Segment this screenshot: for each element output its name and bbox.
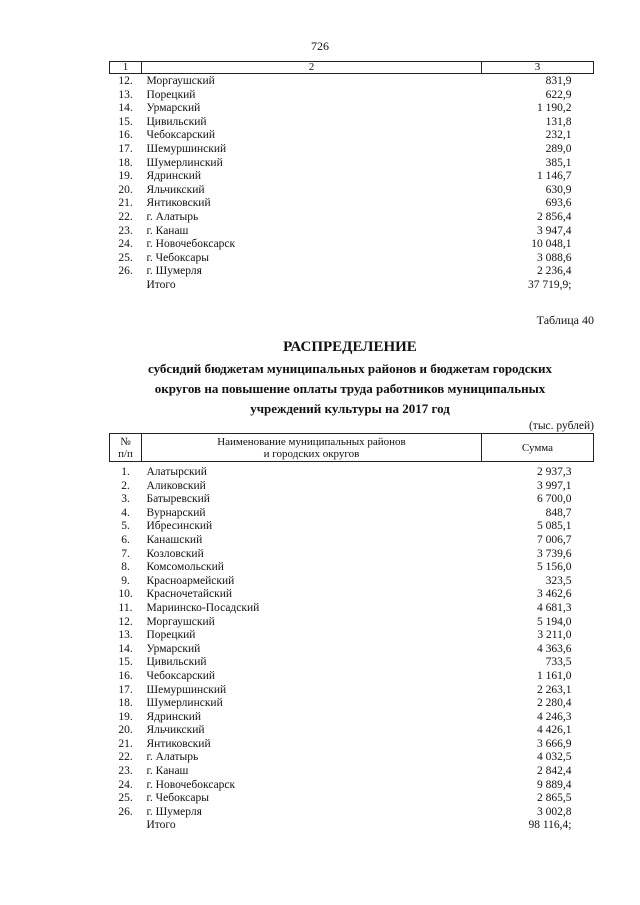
row-name: Шемуршинский	[146, 142, 227, 155]
header-name-line: и городских округов	[263, 447, 360, 460]
column-index-2: 2	[142, 62, 482, 74]
distribution-table-body	[110, 462, 594, 834]
row-name: Аликовский	[146, 479, 206, 492]
row-value: 323,5	[545, 574, 572, 587]
subheading-line: округов на повышение оплаты труда работников муниципальных	[154, 381, 546, 396]
row-name: Батыревский	[146, 493, 210, 506]
row-name: Ибресинский	[146, 520, 213, 533]
row-name: г. Чебоксары	[146, 251, 209, 264]
table-row	[110, 779, 594, 793]
row-name: Алатырский	[146, 466, 207, 478]
row-number: 19.	[118, 170, 133, 183]
row-name: Яльчикский	[146, 724, 205, 737]
row-name: Ядринский	[146, 710, 202, 723]
row-name: Моргаушский	[146, 75, 215, 87]
row-name: г. Новочебоксарск	[146, 238, 236, 251]
header-number-line: №	[120, 435, 131, 448]
row-value: 4 032,5	[537, 751, 572, 764]
row-value: 6 700,0	[537, 493, 572, 506]
row-name: Вурнарский	[146, 506, 206, 519]
row-number: 5.	[121, 520, 130, 533]
table-row	[110, 520, 594, 534]
row-value: 2 236,4	[537, 265, 572, 278]
table-row	[110, 279, 594, 293]
header-name-line: Наименование муниципальных районов	[217, 435, 406, 448]
row-value: 7 006,7	[537, 533, 572, 546]
row-number: 13.	[118, 88, 133, 101]
column-index-3: 3	[482, 62, 594, 74]
row-value: 2 856,4	[537, 210, 572, 223]
row-number: 16.	[118, 669, 133, 682]
row-value: 1 161,0	[537, 669, 572, 682]
row-value: 385,1	[545, 156, 572, 169]
row-number: 14.	[118, 102, 133, 115]
row-value: 4 246,3	[537, 710, 572, 723]
row-name: г. Шумерля	[146, 805, 202, 818]
table-row	[110, 116, 594, 130]
table-row	[110, 225, 594, 239]
subheading-line: учреждений культуры на 2017 год	[250, 401, 450, 416]
row-value: 693,6	[545, 197, 572, 210]
table-row	[110, 170, 594, 184]
row-number: 21.	[118, 737, 133, 750]
table-row	[110, 806, 594, 820]
table-row	[110, 102, 594, 116]
continued-table-body	[110, 74, 594, 293]
row-value: 3 462,6	[537, 588, 572, 601]
row-value: 3 739,6	[537, 547, 572, 560]
row-name: Яльчикский	[146, 183, 205, 196]
continued-table	[109, 61, 594, 293]
row-value: 3 002,8	[537, 805, 572, 818]
table-row	[110, 238, 594, 252]
row-number: 17.	[118, 683, 133, 696]
row-name: Козловский	[146, 547, 204, 560]
row-value: 232,1	[545, 129, 572, 142]
row-value: 1 190,2	[537, 102, 572, 115]
table-row	[110, 751, 594, 765]
table-row	[110, 656, 594, 670]
row-number: 18.	[118, 697, 133, 710]
row-name: Шумерлинский	[146, 697, 223, 710]
table-row	[110, 575, 594, 589]
row-name: Порецкий	[146, 629, 196, 642]
row-number: 20.	[118, 724, 133, 737]
table-row	[110, 602, 594, 616]
row-value: 3 947,4	[537, 224, 572, 237]
table-row	[110, 561, 594, 575]
table-row	[110, 738, 594, 752]
table-row	[110, 643, 594, 657]
row-number	[110, 819, 142, 833]
row-number: 7.	[121, 547, 130, 560]
table-row	[110, 143, 594, 157]
row-name: г. Канаш	[146, 765, 189, 778]
row-number: 1.	[121, 466, 130, 478]
row-value: 131,8	[545, 115, 572, 128]
row-number: 15.	[118, 656, 133, 669]
row-value: 3 997,1	[537, 479, 572, 492]
row-number: 10.	[118, 588, 133, 601]
table-row	[110, 534, 594, 548]
table-row	[110, 197, 594, 211]
row-name: Чебоксарский	[146, 669, 216, 682]
row-name: Цивильский	[146, 656, 207, 669]
document-heading: РАСПРЕДЕЛЕНИЕ	[283, 339, 417, 355]
row-value: 1 146,7	[537, 170, 572, 183]
table-row	[110, 480, 594, 494]
table-row	[110, 711, 594, 725]
table-row	[110, 265, 594, 279]
row-value: 5 085,1	[537, 520, 572, 533]
row-number: 25.	[118, 251, 133, 264]
row-value: 3 211,0	[537, 629, 572, 642]
row-number: 13.	[118, 629, 133, 642]
row-number: 26.	[118, 805, 133, 818]
row-name: Красноармейский	[146, 574, 235, 587]
row-name: Ядринский	[146, 170, 202, 183]
units-label: (тыс. рублей)	[528, 420, 594, 432]
row-name: г. Алатырь	[146, 210, 199, 223]
row-number: 15.	[118, 115, 133, 128]
document-subheading	[0, 359, 640, 419]
row-name: Канашский	[146, 533, 203, 546]
row-number: 8.	[121, 561, 130, 574]
row-number: 25.	[118, 792, 133, 805]
row-name: г. Алатырь	[146, 751, 199, 764]
row-number: 12.	[118, 615, 133, 628]
row-value: 4 363,6	[537, 642, 572, 655]
row-value: 4 426,1	[537, 724, 572, 737]
row-value: 10 048,1	[531, 238, 572, 251]
row-name: г. Чебоксары	[146, 792, 209, 805]
row-value: 98 116,4;	[528, 819, 572, 832]
header-number	[110, 434, 142, 462]
row-number: 24.	[118, 238, 133, 251]
table-row	[110, 819, 594, 833]
row-number: 26.	[118, 265, 133, 278]
row-value: 37 719,9;	[528, 278, 572, 291]
row-number: 14.	[118, 642, 133, 655]
row-value: 2 263,1	[537, 683, 572, 696]
row-value: 622,9	[545, 88, 572, 101]
row-value: 289,0	[545, 142, 572, 155]
table-row	[110, 89, 594, 103]
row-number: 11.	[118, 601, 133, 614]
row-number: 9.	[121, 574, 130, 587]
row-number: 6.	[121, 533, 130, 546]
row-number: 21.	[118, 197, 133, 210]
table-row	[110, 462, 594, 480]
row-value: 630,9	[545, 183, 572, 196]
table-row	[110, 670, 594, 684]
table-row	[110, 252, 594, 266]
header-number-line: п/п	[118, 447, 133, 460]
row-value: 3 666,9	[537, 737, 572, 750]
table-row	[110, 74, 594, 89]
row-number: 19.	[118, 710, 133, 723]
row-number: 18.	[118, 156, 133, 169]
row-name: Урмарский	[146, 102, 201, 115]
table-row	[110, 724, 594, 738]
row-number	[110, 279, 142, 293]
row-name: Чебоксарский	[146, 129, 216, 142]
row-value: 5 194,0	[537, 615, 572, 628]
table-row	[110, 129, 594, 143]
distribution-table	[109, 433, 594, 833]
row-name: Шемуршинский	[146, 683, 227, 696]
column-index-row	[110, 62, 594, 74]
row-number: 23.	[118, 765, 133, 778]
table-row	[110, 629, 594, 643]
row-value: 9 889,4	[537, 778, 572, 791]
row-name: Шумерлинский	[146, 156, 223, 169]
row-value: 2 937,3	[537, 466, 572, 478]
row-number: 17.	[118, 142, 133, 155]
table-row	[110, 684, 594, 698]
row-name: Итого	[146, 278, 176, 291]
table-row	[110, 548, 594, 562]
table-row	[110, 184, 594, 198]
row-value: 2 865,5	[537, 792, 572, 805]
row-name: Порецкий	[146, 88, 196, 101]
row-value: 733,5	[545, 656, 572, 669]
row-name: Цивильский	[146, 115, 207, 128]
row-name: Мариинско-Посадский	[146, 601, 260, 614]
row-value: 2 842,4	[537, 765, 572, 778]
table-row	[110, 616, 594, 630]
row-name: Моргаушский	[146, 615, 215, 628]
row-number: 4.	[121, 506, 130, 519]
row-number: 22.	[118, 210, 133, 223]
row-name: Красночетайский	[146, 588, 233, 601]
table-row	[110, 697, 594, 711]
row-value: 831,9	[545, 75, 572, 87]
row-name: Комсомольский	[146, 561, 224, 574]
row-value: 3 088,6	[537, 251, 572, 264]
subheading-line: субсидий бюджетам муниципальных районов и бюджетам городских	[147, 361, 552, 376]
row-number: 2.	[121, 479, 130, 492]
table-row	[110, 507, 594, 521]
row-number: 16.	[118, 129, 133, 142]
page-number: 726	[311, 39, 329, 53]
header-sum: Сумма	[482, 434, 594, 462]
table-row	[110, 792, 594, 806]
table-row	[110, 588, 594, 602]
row-name: Янтиковский	[146, 737, 211, 750]
row-value: 5 156,0	[537, 561, 572, 574]
table-row	[110, 157, 594, 171]
row-number: 23.	[118, 224, 133, 237]
row-number: 22.	[118, 751, 133, 764]
row-name: г. Канаш	[146, 224, 189, 237]
row-value: 848,7	[545, 506, 572, 519]
row-name: Итого	[146, 819, 176, 832]
table-row	[110, 493, 594, 507]
row-name: Урмарский	[146, 642, 201, 655]
table-header-row	[110, 434, 594, 462]
row-name: Янтиковский	[146, 197, 211, 210]
row-name: г. Шумерля	[146, 265, 202, 278]
row-value: 4 681,3	[537, 601, 572, 614]
row-number: 12.	[118, 75, 133, 87]
header-name	[142, 434, 482, 462]
row-value: 2 280,4	[537, 697, 572, 710]
row-number: 20.	[118, 183, 133, 196]
row-number: 3.	[121, 493, 130, 506]
row-number: 24.	[118, 778, 133, 791]
table-number: Таблица 40	[536, 313, 594, 327]
table-row	[110, 765, 594, 779]
column-index-1: 1	[110, 62, 142, 74]
table-row	[110, 211, 594, 225]
row-name: г. Новочебоксарск	[146, 778, 236, 791]
